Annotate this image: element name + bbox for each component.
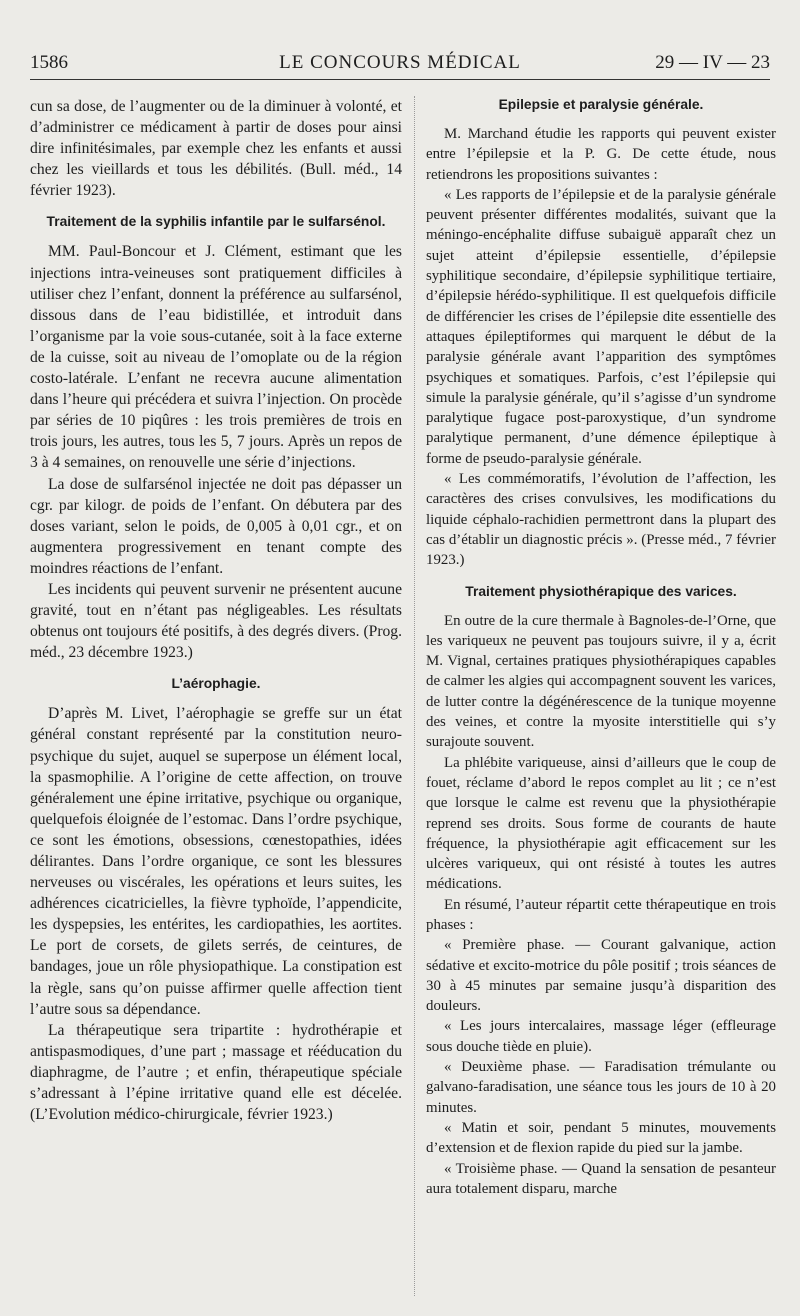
- continued-paragraph: cun sa dose, de l’augmenter ou de la diminuer à volonté, et d’administrer ce médicament à partir de doses pour ainsi dire infinitésimales, par exemple chez les enfants et aussi chez les vieillards et tous les débilités. (Bull. méd., 14 février 1923).: [30, 98, 402, 200]
- page-number: 1586: [30, 52, 68, 73]
- column-divider: [414, 96, 415, 1296]
- paragraph: La thérapeutique sera tripartite : hydrothérapie et antispasmodiques, d’une part ; massage et rééducation du diaphragme, de l’autre ; et enfin, thérapeutique spéciale s’adressant à l’épine irritative quand elle est décelée. (L’Evolution médico-chirurgicale, février 1923.): [30, 1021, 402, 1124]
- paragraph: « Deuxième phase. — Faradisation trémulante ou galvano-faradisation, une séance tous les jours de 10 à 20 minutes.: [426, 1059, 776, 1116]
- paragraph: « Matin et soir, pendant 5 minutes, mouvements d’extension et de flexion rapide du pied sur la jambe.: [426, 1119, 776, 1157]
- paragraph: MM. Paul-Boncour et J. Clément, estimant que les injections intra-veineuses sont pratiquement difficiles à utiliser chez l’enfant, donnent la préférence au sulfarsénol, dissous dans de l’eau bidistillée, et introduit dans l’organisme par la voie sous-cutanée, soit à la face externe de la cuisse, soit au niveau de l’omoplate ou de la région costo-latérale. L’enfant ne recevra aucune alimentation dans l’heure qui précédera et suivra l’injection. On procède par séries de 10 piqûres : les trois premières de trois en trois jours, les autres, tous les 5, 7 jours. Après un repos de 3 à 4 semaines, on renouvelle une série d’injections.: [30, 243, 402, 472]
- paragraph: « Les jours intercalaires, massage léger (effleurage sous douche tiède en pluie).: [426, 1018, 776, 1055]
- paragraph: En résumé, l’auteur répartit cette thérapeutique en trois phases :: [426, 896, 776, 933]
- paragraph: « Les rapports de l’épilepsie et de la paralysie générale peuvent présenter différentes modalités, suivant que la méningo-encéphalite diffuse subaiguë apparaît chez un sujet atteint d’épilepsie essentielle, d’épilepsie syphilitique secondaire, d’épilepsie syphilitique tertiaire, d’épilepsie hérédo-syphilitique. Il est quelquefois difficile de différencier les crises de l’épilepsie dite essentielle des attaques épileptiformes qui marquent le début de la paralysie générale avant l’apparition des symptômes psychiques et somatiques. Parfois, c’est l’épilepsie qui simule la paralysie générale, qu’il s’agisse d’un syndrome paralytique fugace post-paroxystique, d’un syndrome paralytique permanent, d’une démence épileptique à forme de pseudo-paralysie générale.: [426, 186, 776, 467]
- section-title-syphilis: Traitement de la syphilis infantile par le sulfarsénol.: [46, 214, 386, 230]
- paragraph: Les incidents qui peuvent survenir ne présentent aucune gravité, tout en n’étant pas négligeables. Les résultats obtenus ont toujours été positifs, à des degrés divers. (Prog. méd., 23 décembre 1923.): [30, 580, 402, 662]
- section-title-varices: Traitement physiothérapique des varices.: [465, 583, 737, 599]
- section-title-aerophagie: L’aérophagie.: [171, 676, 261, 692]
- left-column: [30, 96, 402, 1306]
- paragraph: « Les commémoratifs, l’évolution de l’affection, les caractères des crises convulsives, les modifications du liquide céphalo-rachidien permettront dans la plupart des cas d’établir un diagnostic précis ». (Presse méd., 7 février 1923.): [426, 471, 776, 569]
- paragraph: « Première phase. — Courant galvanique, action sédative et excito-motrice du pôle positif ; trois séances de 30 à 45 minutes par semaine jusqu’à disparition des douleurs.: [426, 937, 776, 1015]
- header-rule: [30, 79, 770, 80]
- paragraph: M. Marchand étudie les rapports qui peuvent exister entre l’épilepsie et la P. G. De cette étude, nous retiendrons les propositions suivantes :: [426, 126, 776, 183]
- page-header: [30, 52, 770, 78]
- right-column: [426, 96, 776, 1306]
- section-title-epilepsie: Epilepsie et paralysie générale.: [498, 97, 704, 112]
- paragraph: D’après M. Livet, l’aérophagie se greffe sur un état général constant représenté par la constitution neuro-psychique du sujet, auquel se superpose un élément local, la spasmophilie. A l’origine de cette affection, on trouve généralement une épine irritative, psychique ou organique, quelquefois éloignée de l’estomac. Dans l’ordre psychique, ce sont les émotions, obsessions, cœnestopathies, idées délirantes. Dans l’ordre organique, ce sont les blessures nerveuses ou viscérales, les opérations et leurs suites, les adhérences cicatricielles, la fièvre typhoïde, l’appendicite, les dyspepsies, les entérites, les cardiopathies, les aortites. Le port de corsets, de gilets serrés, de ceintures, de bandages, joue un rôle physiopathique. La constipation est la règle, sans qu’on puisse affirmer quelle affection tient l’autre sous sa dépendance.: [30, 705, 402, 1018]
- journal-title: LE CONCOURS MÉDICAL: [279, 52, 521, 73]
- paragraph: En outre de la cure thermale à Bagnoles-de-l’Orne, que les variqueux ne peuvent pas toujours suivre, il y a, écrit M. Vignal, certaines pratiques physiothérapiques capables de calmer les algies qui accompagnent souvent les varices, de lutter contre la dégénérescence de la tunique moyenne des veines, et contre la myosite interstitielle qui s’y surajoute souvent.: [426, 612, 776, 751]
- paragraph: La dose de sulfarsénol injectée ne doit pas dépasser un cgr. par kilogr. de poids de l’enfant. On débutera par des doses variant, selon le poids, de 0,005 à 0,01 cgr., et on augmentera progressivement en tenant compte des moindres réactions de l’enfant.: [30, 475, 402, 577]
- paragraph: La phlébite variqueuse, ainsi d’ailleurs que le coup de fouet, réclame d’abord le repos complet au lit ; ce n’est que lorsque le calme est revenu que la physiothérapie reprend ses droits. Sous forme de courants de haute fréquence, la physiothérapie agit efficacement sur les ulcères variqueux, qui ont résisté à toutes les autres médications.: [426, 754, 776, 893]
- issue-date: 29 — IV — 23: [655, 52, 770, 73]
- paragraph: « Troisième phase. — Quand la sensation de pesanteur aura totalement disparu, marche: [426, 1160, 776, 1197]
